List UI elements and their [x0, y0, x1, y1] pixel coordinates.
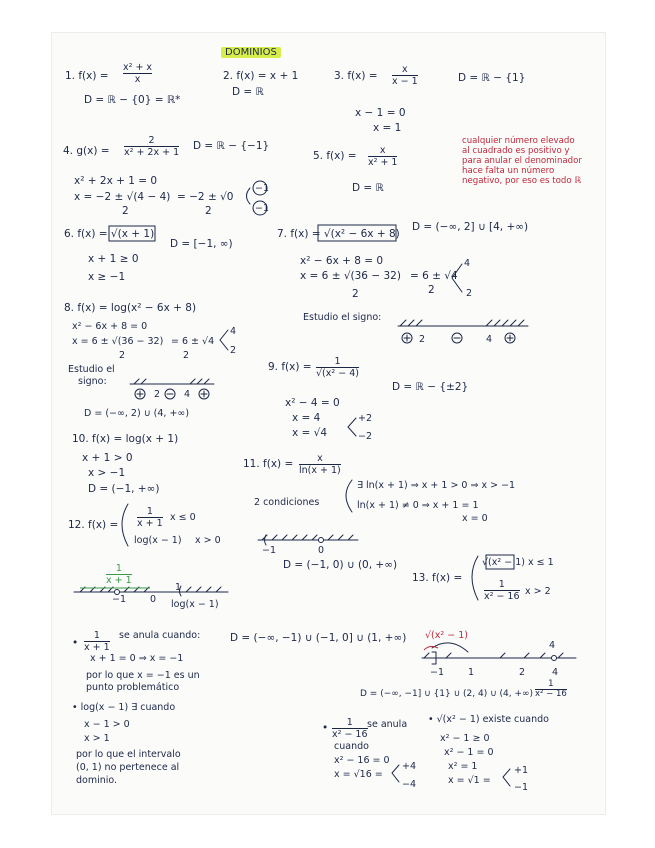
- ex13-bullet: •: [322, 722, 329, 734]
- ex5-label: 5. f(x) =: [313, 150, 357, 162]
- ex3-fraction: x x − 1: [392, 64, 418, 87]
- ex6-domain: D = [−1, ∞): [170, 238, 233, 250]
- ex13-line-c: 2: [519, 667, 526, 678]
- ex13-note1-eq1: x² − 16 = 0: [334, 755, 390, 766]
- ex7-step3: = 6 ± √4: [410, 270, 458, 282]
- ex9-brace: [348, 418, 356, 436]
- ex7-line-b: 4: [486, 334, 493, 345]
- ex12-graph-bottom: log(x − 1): [171, 599, 219, 610]
- ex8-step3: = 6 ± √4: [171, 336, 215, 347]
- ex11-cond1: ∃ ln(x + 1) ⇒ x + 1 > 0 ⇒ x > −1: [357, 480, 516, 491]
- ex7-root-b: 2: [466, 288, 473, 299]
- ex13-piece2-cond: x > 2: [525, 586, 551, 597]
- ex4-fraction: 2 x² + 2x + 1: [124, 135, 180, 158]
- ex12-note2-text: • log(x − 1) ∃ cuando: [72, 702, 176, 713]
- ex7-step3-den: 2: [428, 284, 435, 296]
- ex4-step3-den: 2: [205, 205, 212, 217]
- ex10-label: 10. f(x) = log(x + 1): [72, 433, 179, 445]
- ex1-label: 1. f(x) =: [65, 70, 109, 82]
- ex13-note2-eq3: x² = 1: [448, 761, 478, 772]
- ex12-open-1: [180, 586, 182, 596]
- ex8-step1: x² − 6x + 8 = 0: [72, 321, 148, 332]
- ex8-root-a: 4: [230, 326, 237, 337]
- ex12-note2-text2: por lo que el intervalo: [76, 749, 181, 760]
- ex7-step1: x² − 6x + 8 = 0: [300, 255, 384, 267]
- ex4-root-b: −1: [255, 203, 270, 214]
- ex13-red-arc: [424, 646, 438, 650]
- ex5-domain: D = ℝ: [352, 182, 384, 194]
- ex13-domain: D = (−∞, −1] ∪ {1} ∪ (2, 4) ∪ (4, +∞): [360, 689, 534, 699]
- ex4-brace: [247, 188, 251, 204]
- ex4-label: 4. g(x) =: [63, 145, 110, 157]
- ex7-domain: D = (−∞, 2] ∪ [4, +∞): [412, 221, 529, 233]
- ex8-plus-b: [201, 391, 207, 397]
- ex13-line-d: 4: [552, 667, 559, 678]
- ex11-cond-label: 2 condiciones: [254, 497, 320, 508]
- ex9-root-b: −2: [358, 431, 373, 442]
- ex12-piece2: log(x − 1): [134, 535, 182, 546]
- ex13-line-a: −1: [430, 667, 445, 678]
- ex13-radicand-box: [486, 555, 514, 569]
- ex7-step2-den: 2: [352, 288, 359, 300]
- ex3-label: 3. f(x) =: [334, 70, 378, 82]
- ex7-plus-b: [507, 335, 513, 341]
- ex12-line-b: 0: [150, 594, 157, 605]
- ex8-root-b: 2: [230, 345, 237, 356]
- ex13-note2-eq1: x² − 1 ≥ 0: [440, 733, 490, 744]
- ex11-line-a: −1: [262, 545, 277, 556]
- ex13-note2-root-b: −1: [514, 782, 529, 793]
- ex10-domain: D = (−1, +∞): [88, 483, 160, 495]
- ex4-root-a: −1: [255, 183, 270, 194]
- ex6-step2: x ≥ −1: [88, 271, 126, 283]
- ex7-root-a: 4: [464, 258, 471, 269]
- ex5-fraction: x x² + 1: [368, 145, 398, 168]
- ex13-hatching: [424, 653, 563, 658]
- ex13-note1-root-a: +4: [402, 761, 417, 772]
- page-title: DOMINIOS: [221, 47, 281, 59]
- ex9-step1: x² − 4 = 0: [285, 397, 340, 409]
- ex12-note1-text: se anula cuando:: [119, 630, 201, 641]
- ex13-piece2-fraction: 1 x² − 16: [484, 579, 520, 602]
- ex12-note1-text3: punto problemático: [86, 682, 180, 693]
- ex13-note2-eq2: x² − 1 = 0: [444, 747, 494, 758]
- ex12-hole-minus1: [115, 590, 120, 595]
- ex3-step1: x − 1 = 0: [355, 107, 406, 119]
- ex9-fraction: 1 √(x² − 4): [316, 356, 359, 379]
- ex13-note2-root-a: +1: [514, 765, 529, 776]
- ex7-plus-a: [404, 335, 410, 341]
- ex6-label: 6. f(x) = √(x + 1): [64, 228, 155, 240]
- ex8-line-a: 2: [154, 389, 161, 400]
- ex7-sign-label: Estudio el signo:: [303, 312, 382, 323]
- ex11-cond2: ln(x + 1) ≠ 0 ⇒ x + 1 = 1: [357, 500, 479, 511]
- ex13-hole-4: [552, 656, 557, 661]
- ex4-step2-den: 2: [122, 205, 129, 217]
- ex2-domain: D = ℝ: [232, 86, 264, 98]
- ex7-hatching: [400, 320, 524, 326]
- ex12-note1-fraction: 1 x + 1: [84, 630, 110, 653]
- ex13-piece1: √(x² − 1): [482, 557, 525, 568]
- ex12-line-a: −1: [112, 594, 127, 605]
- ex9-root-a: +2: [358, 413, 373, 424]
- ex12-note2-text4: dominio.: [76, 775, 118, 786]
- ex13-note2-text: • √(x² − 1) existe cuando: [428, 714, 549, 725]
- ex8-hatching: [134, 379, 209, 384]
- ex12-note1-text2: por lo que x = −1 es un: [86, 670, 200, 681]
- ex6-step1: x + 1 ≥ 0: [88, 253, 139, 265]
- ex11-hatching: [262, 535, 353, 540]
- ex12-piece1-cond: x ≤ 0: [170, 512, 196, 523]
- ex11-fraction: x ln(x + 1): [299, 453, 341, 476]
- ex8-label: 8. f(x) = log(x² − 6x + 8): [64, 302, 197, 314]
- ex9-step3: x = √4: [292, 427, 328, 439]
- ex11-brace: [346, 480, 352, 512]
- ex9-label: 9. f(x) =: [268, 361, 312, 373]
- ex13-note1-text2: cuando: [334, 741, 369, 752]
- ex13-graph-right: 4: [549, 640, 556, 651]
- ex7-line-a: 2: [419, 334, 426, 345]
- ex11-cond2b: x = 0: [462, 513, 488, 524]
- ex7-label: 7. f(x) = √(x² − 6x + 8): [277, 228, 400, 240]
- ex7-radicand-box: [318, 225, 396, 241]
- ex12-brace: [122, 504, 128, 546]
- ex8-brace: [220, 330, 228, 350]
- ex13-note1-root-b: −4: [402, 779, 417, 790]
- ex12-domain: D = (−∞, −1) ∪ (−1, 0] ∪ (1, +∞): [230, 632, 407, 644]
- ex5-note: cualquier número elevado al cuadrado es positivo y para anular el denominador hace falta un número negativo, por eso es todo ℝ: [462, 136, 582, 186]
- ex6-radicand-box: [109, 226, 155, 241]
- ex13-line-b: 1: [468, 667, 475, 678]
- ex11-label: 11. f(x) =: [243, 458, 294, 470]
- ex13-domain-fraction: 1 x² − 16: [535, 679, 567, 699]
- ex7-brace: [452, 264, 462, 292]
- ex4-domain: D = ℝ − {−1}: [193, 140, 270, 152]
- ex1-domain: D = ℝ − {0} = ℝ*: [84, 94, 181, 106]
- ex13-graph-top: √(x² − 1): [425, 630, 468, 641]
- ex8-line-b: 4: [184, 389, 191, 400]
- ex10-step1: x + 1 > 0: [82, 452, 133, 464]
- ex12-note1-eq: x + 1 = 0 ⇒ x = −1: [90, 653, 184, 664]
- ex12-bullet: •: [72, 637, 79, 649]
- ex12-label: 12. f(x) =: [68, 519, 119, 531]
- ex3-domain: D = ℝ − {1}: [458, 72, 526, 84]
- ex3-step2: x = 1: [373, 122, 402, 134]
- ex8-sign-label-1: Estudio el: [68, 364, 115, 375]
- ex9-step2: x = 4: [292, 412, 321, 424]
- ex12-graph-top: 1 x + 1: [106, 563, 132, 586]
- ex10-step2: x > −1: [88, 467, 126, 479]
- ex11-hole-0: [319, 538, 324, 543]
- ex8-step3-den: 2: [183, 350, 190, 361]
- ex8-step2-den: 2: [119, 350, 126, 361]
- ex13-brace: [472, 556, 478, 600]
- ex12-piece1-fraction: 1 x + 1: [137, 506, 163, 529]
- ex12-piece2-cond: x > 0: [195, 535, 221, 546]
- ex12-note2-eq1: x − 1 > 0: [84, 719, 130, 730]
- ex7-step2: x = 6 ± √(36 − 32): [300, 270, 401, 282]
- ex1-fraction: x² + x x: [123, 62, 153, 85]
- ex12-line-c: 1: [175, 582, 182, 593]
- ex8-plus-a: [137, 391, 143, 397]
- ex4-step3: = −2 ± √0: [177, 191, 234, 203]
- ex4-step1: x² + 2x + 1 = 0: [74, 175, 158, 187]
- ex13-label: 13. f(x) =: [412, 572, 463, 584]
- ex8-sign-label-2: signo:: [78, 376, 107, 387]
- ex12-note2-eq2: x > 1: [84, 733, 110, 744]
- ex11-line-b: 0: [318, 545, 325, 556]
- ex4-step2: x = −2 ± √(4 − 4): [74, 191, 171, 203]
- ex4-root-b-circle: [253, 201, 270, 215]
- ex11-domain: D = (−1, 0) ∪ (0, +∞): [283, 559, 398, 571]
- ex13-note1-brace: [392, 765, 399, 782]
- ex13-note1-text: se anula: [367, 719, 408, 730]
- ex4-root-a-circle: [253, 181, 270, 195]
- ex13-note2-eq4: x = √1 =: [448, 775, 491, 786]
- ex13-note2-brace: [503, 769, 510, 786]
- ex13-note1-fraction: 1 x² − 16: [332, 717, 368, 740]
- ex13-piece1-cond: x ≤ 1: [528, 557, 554, 568]
- ex9-domain: D = ℝ − {±2}: [392, 381, 469, 393]
- ex8-domain: D = (−∞, 2) ∪ (4, +∞): [84, 408, 190, 419]
- ex8-step2: x = 6 ± √(36 − 32): [72, 336, 164, 347]
- ex13-note1-eq2: x = √16 =: [334, 769, 383, 780]
- ex12-note2-text3: (0, 1) no pertenece al: [76, 762, 180, 773]
- ex2-label: 2. f(x) = x + 1: [223, 70, 299, 82]
